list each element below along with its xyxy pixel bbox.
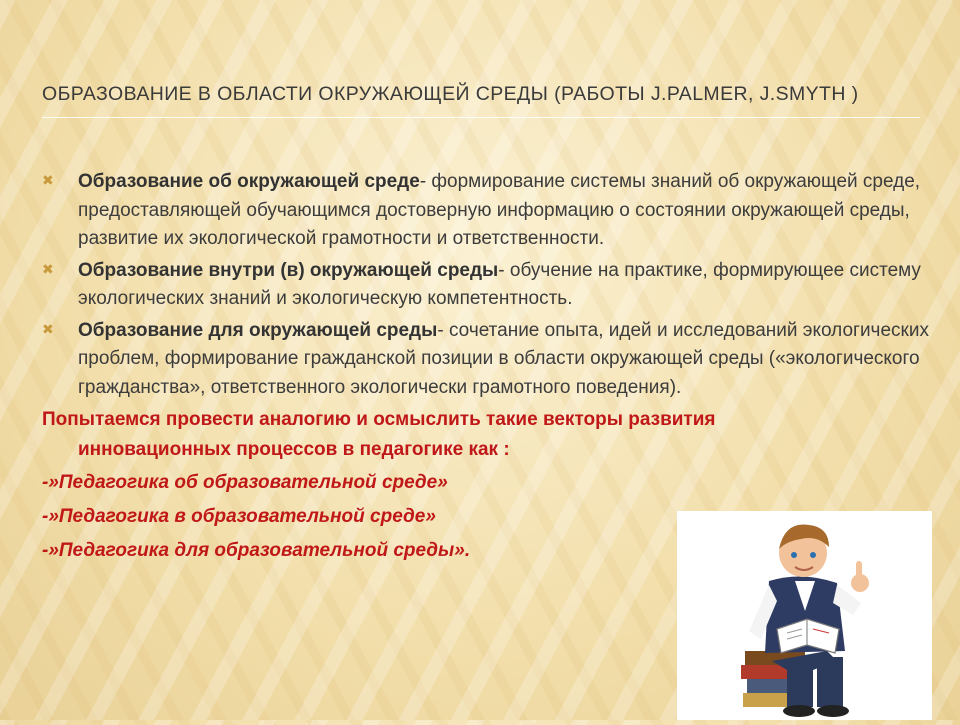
analogy-item: -»Педагогика для образовательной среды». bbox=[42, 540, 471, 561]
bullet-text: - сочетание опыта, идей и исследований экологических проблем, формирование гражданской позиции в области окружающей среды («экологического гражданства», ответственного экологически грамотного поведения). bbox=[78, 319, 929, 398]
analogy-intro: Попытаемся провести аналогию и осмыслить такие векторы развития bbox=[42, 409, 716, 430]
bullet-item bbox=[42, 317, 932, 403]
x-cross-bullet-icon: ✖ bbox=[42, 172, 54, 188]
x-cross-bullet-icon: ✖ bbox=[42, 320, 54, 337]
slide-content bbox=[42, 168, 932, 567]
bullet-item bbox=[42, 257, 932, 314]
analogy-item: -»Педагогика в образовательной среде» bbox=[42, 506, 436, 527]
analogy-intro-continued: инновационных процессов в педагогике как : bbox=[78, 439, 510, 460]
bullet-text: - обучение на практике, формирующее систему экологических знаний и экологическую компетентность. bbox=[78, 259, 921, 309]
slide-title: ОБРАЗОВАНИЕ В ОБЛАСТИ ОКРУЖАЮЩЕЙ СРЕДЫ (РАБОТЫ J.PALMER, J.SMYTH ) bbox=[42, 83, 859, 105]
schoolboy-with-book-illustration bbox=[677, 511, 932, 720]
bullet-item bbox=[42, 168, 932, 254]
bullet-text: - формирование системы знаний об окружающей среде, предоставляющей обучающимся достоверную информацию о состоянии окружающей среды, развитие их экологической грамотности и ответственности. bbox=[78, 171, 921, 249]
bullet-term: Образование об окружающей среде bbox=[78, 171, 420, 192]
title-divider bbox=[42, 117, 920, 118]
bullet-term: Образование для окружающей среды bbox=[78, 319, 438, 341]
analogy-item: -»Педагогика об образовательной среде» bbox=[42, 472, 448, 493]
x-cross-bullet-icon: ✖ bbox=[42, 260, 54, 277]
illustration-panel bbox=[677, 511, 932, 720]
bullet-term: Образование внутри (в) окружающей среды bbox=[78, 259, 499, 281]
